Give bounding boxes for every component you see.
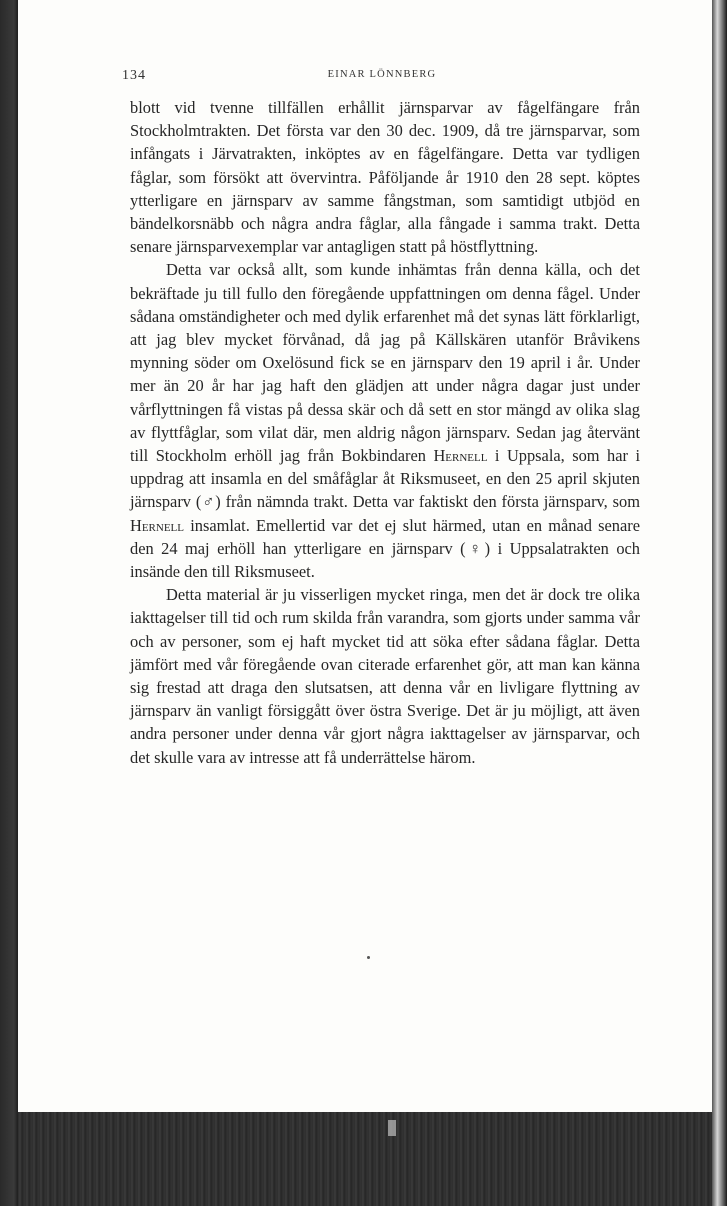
paragraph-1	[130, 96, 640, 258]
paragraph-2	[130, 258, 640, 583]
text-segment: Detta material är ju visserligen mycket ringa, men det är dock tre olika iakttagelser till tid och rum skilda från varandra, som gjorts under samma vår och av personer, som ej haft mycket tid att söka efter sådana fåglar. Detta jämfört med vår föregående ovan citerade erfarenhet gör, att man kan känna sig frestad att draga den slutsatsen, att denna vår en livligare flyttning av järnsparv än vanligt försiggått över östra Sverige. Det är ju möjligt, att även andra personer under denna vår gjort några iakttagelser av järnsparvar, och det skulle vara av intresse att få underrättelse härom.	[130, 585, 640, 767]
text-segment: insamlat. Emellertid var det ej slut härmed, utan en månad senare den 24 maj erhöll han ytterligare en järnsparv (♀) i Uppsalatrakten och insände den till Riksmuseet.	[130, 515, 640, 582]
scan-right-edge	[711, 0, 727, 1206]
text-segment: blott vid tvenne tillfällen erhållit järnsparvar av fågelfängare från Stockholmtrakten. Det första var den 30 dec. 1909, då tre järnsparvar, som infångats i Järvatrakten, inköptes av en fågelfängare. Detta var tydligen fåglar, som försökt att övervintra. Påföljande år 1910 den 28 sept. köptes ytterligare en järnsparv av samme fångstman, som samtidigt utbjöd en bändelkorsnäbb och några andra fåglar, alla fångade i samma trakt. Detta senare järnsparvexemplar var antagligen statt på höstflyttning.	[130, 98, 640, 257]
paragraph-3	[130, 583, 640, 769]
page-number: 134	[122, 68, 146, 83]
ink-speck	[367, 956, 370, 959]
body-text	[130, 96, 640, 769]
running-title: EINAR LÖNNBERG	[327, 69, 437, 80]
scan-artifact	[388, 1120, 396, 1136]
person-name: Hernell	[130, 515, 184, 535]
page-header	[122, 68, 642, 86]
scan-bottom-strip	[18, 1112, 712, 1206]
text-segment: Detta var också allt, som kunde inhämtas från denna källa, och det bekräftade ju till fullo den föregående uppfattningen om denna fågel. Under sådana omständigheter och med dylik erfarenhet må det synas lätt förklarligt, att jag blev mycket förvånad, då jag på Källskären utanför Bråvikens mynning söder om Oxelösund fick se en järnsparv den 19 april i år. Under mer än 20 år har jag haft den glädjen att under några dagar just under vårflyttningen få vistas på dessa skär och då sett en stor mängd av olika slag av flyttfåglar, som vilat där, men aldrig någon järnsparv. Sedan jag återvänt till Stockholm erhöll jag från Bokbindaren	[130, 260, 640, 466]
person-name: Hernell	[433, 446, 488, 466]
text-segment: i Uppsala, som har i uppdrag att insamla en del småfåglar åt Riksmuseet, en den 25 april skjuten järnsparv (♂) från nämnda trakt. Detta var faktiskt den första järnsparv, som	[130, 446, 641, 512]
